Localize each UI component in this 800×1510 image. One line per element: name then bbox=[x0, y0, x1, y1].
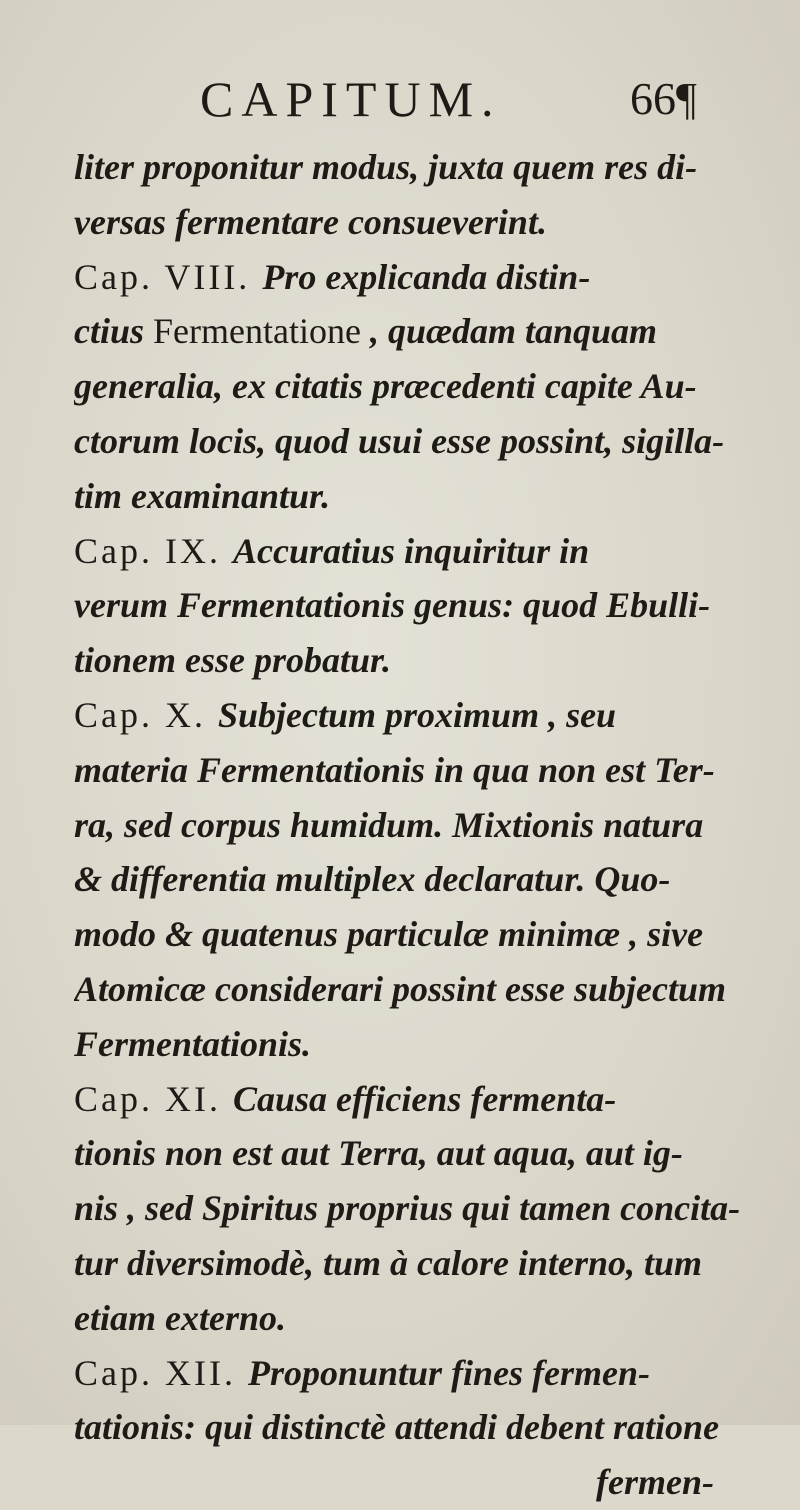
text-line bbox=[74, 140, 744, 195]
text-line bbox=[74, 1017, 744, 1072]
text-line bbox=[74, 469, 744, 524]
text-segment: nis , sed Spiritus proprius qui tamen concita- bbox=[74, 1188, 741, 1229]
text-segment: versas fermentare consueverint. bbox=[74, 201, 547, 242]
text-segment: Proponuntur fines fermen- bbox=[247, 1352, 651, 1393]
text-line bbox=[74, 907, 744, 962]
text-line bbox=[74, 1126, 744, 1181]
text-segment: & differentia multiplex declaratur. Quo- bbox=[74, 859, 671, 900]
text-line bbox=[74, 633, 744, 688]
text-segment: Atomicæ considerari possint esse subjectum bbox=[74, 968, 727, 1009]
text-line bbox=[74, 798, 744, 853]
text-line bbox=[74, 1346, 744, 1401]
text-segment: ctorum locis, quod usui esse possint, sigilla- bbox=[74, 420, 725, 461]
text-line bbox=[74, 743, 744, 798]
text-segment: ctius bbox=[74, 311, 154, 352]
text-segment: fermen- bbox=[596, 1462, 714, 1503]
text-line bbox=[74, 414, 744, 469]
text-line bbox=[74, 688, 744, 743]
chapter-label: Cap. IX. bbox=[74, 530, 233, 571]
text-line bbox=[74, 195, 744, 250]
text-segment: Fermentationis. bbox=[74, 1023, 312, 1064]
chapter-label: Cap. VIII. bbox=[74, 256, 263, 297]
text-line bbox=[74, 1400, 744, 1455]
page-header bbox=[200, 70, 760, 140]
text-line bbox=[74, 1236, 744, 1291]
chapter-label: Cap. XI. bbox=[74, 1078, 233, 1119]
text-segment: Pro explicanda distin- bbox=[262, 256, 591, 297]
text-segment: Fermentatione bbox=[153, 311, 361, 352]
text-line bbox=[74, 578, 744, 633]
text-segment: verum Fermentationis genus: quod Ebulli- bbox=[74, 585, 711, 626]
text-segment: liter proponitur modus, juxta quem res di- bbox=[74, 147, 698, 187]
text-line bbox=[74, 304, 744, 359]
text-segment: materia Fermentationis in qua non est Ter- bbox=[74, 749, 715, 790]
text-line bbox=[74, 1455, 744, 1510]
text-segment: etiam externo. bbox=[74, 1297, 286, 1338]
page-number: 66¶ bbox=[630, 73, 697, 124]
text-line bbox=[74, 852, 744, 907]
text-segment: ra, sed corpus humidum. Mixtionis natura bbox=[74, 804, 704, 845]
text-segment: tionis non est aut Terra, aut aqua, aut ig- bbox=[74, 1133, 683, 1174]
text-segment: modo & quatenus particulæ minimæ , sive bbox=[74, 914, 704, 955]
text-segment: , quædam tanquam bbox=[360, 311, 658, 352]
chapter-label: Cap. X. bbox=[74, 694, 218, 735]
text-line bbox=[74, 524, 744, 579]
text-segment: tionem esse probatur. bbox=[74, 640, 392, 681]
text-line bbox=[74, 1181, 744, 1236]
text-segment: Subjectum proximum , seu bbox=[218, 694, 617, 735]
text-segment: tim examinantur. bbox=[74, 475, 331, 516]
chapter-label: Cap. XII. bbox=[74, 1352, 248, 1393]
table-of-contents-text bbox=[74, 140, 744, 1510]
text-line bbox=[74, 1072, 744, 1127]
text-segment: tur diversimodè, tum à calore interno, tum bbox=[74, 1242, 703, 1283]
running-head: CAPITUM. bbox=[200, 71, 502, 127]
text-line bbox=[74, 250, 744, 305]
text-line bbox=[74, 962, 744, 1017]
text-line bbox=[74, 1291, 744, 1346]
text-segment: Accuratius inquiritur in bbox=[232, 530, 590, 571]
text-segment: tationis: qui distinctè attendi debent ratione bbox=[74, 1407, 720, 1448]
text-segment: Causa efficiens fermenta- bbox=[232, 1078, 617, 1119]
text-segment: generalia, ex citatis præcedenti capite Au- bbox=[74, 366, 697, 407]
text-line bbox=[74, 359, 744, 414]
